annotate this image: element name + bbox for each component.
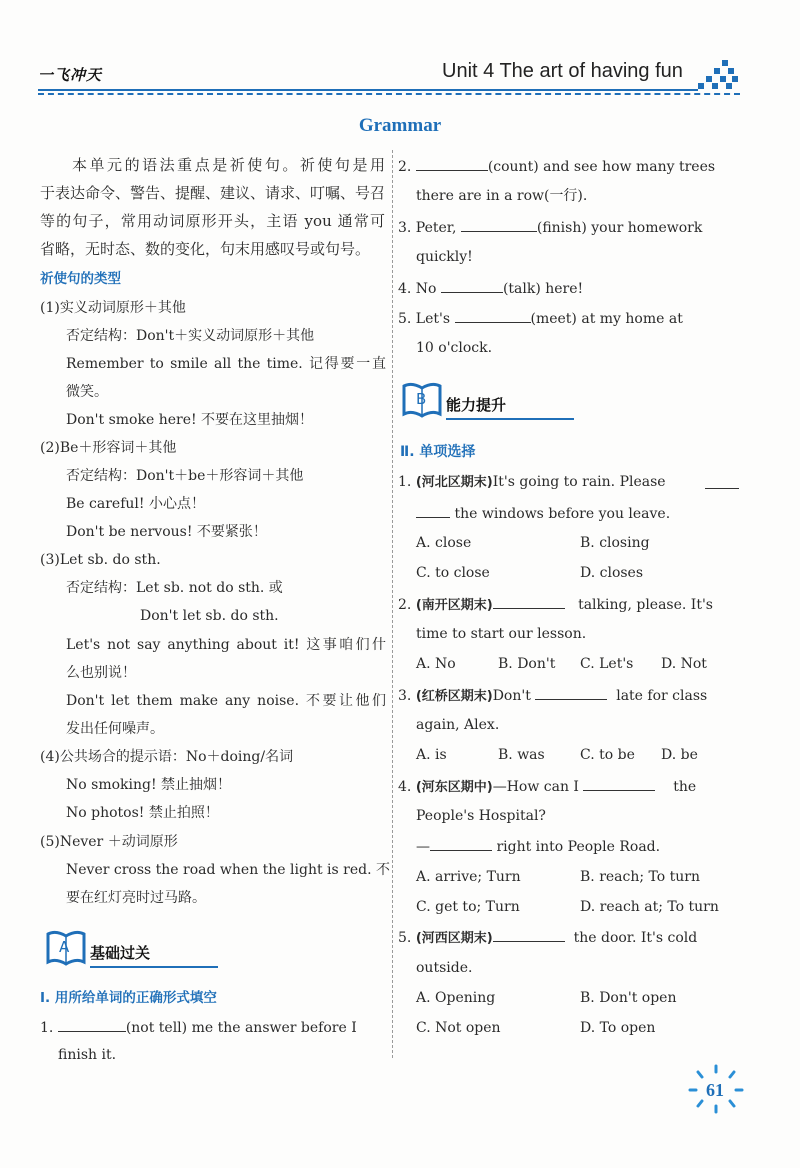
option-d[interactable]: D. reach at; To turn: [580, 899, 719, 915]
option-b[interactable]: B. closing: [580, 535, 650, 551]
question-number: 3.: [398, 688, 416, 704]
question-2: [398, 158, 741, 176]
header-rule: [38, 89, 698, 91]
option-a[interactable]: A. No: [416, 656, 456, 672]
answer-blank[interactable]: [535, 687, 607, 700]
section-badge-letter: B: [416, 390, 427, 408]
question-text: (finish) your homework: [536, 220, 703, 236]
section-title: 能力提升: [446, 396, 507, 414]
example-sentence: Remember to smile all the time. 记得要一直: [66, 356, 386, 372]
source-tag: (南开区期末): [415, 598, 493, 613]
question-text-cont: People's Hospital?: [416, 808, 546, 824]
question-text: late for class: [616, 688, 708, 704]
option-d[interactable]: D. be: [661, 747, 698, 763]
option-a[interactable]: A. arrive; Turn: [416, 869, 521, 885]
question-text-cont: quickly!: [416, 249, 473, 265]
question-3: [398, 219, 741, 237]
question-text-cont: again, Alex.: [416, 717, 500, 733]
answer-blank[interactable]: [430, 838, 492, 851]
question-text-cont: time to start our lesson.: [416, 626, 587, 642]
question-1: [40, 1019, 385, 1037]
example-sentence: 发出任何噪声。: [66, 721, 164, 737]
type-heading: (5)Never ＋动词原形: [40, 834, 178, 850]
question-number: 2.: [398, 597, 416, 613]
answer-blank[interactable]: [705, 476, 739, 489]
question-text: 5. Let's: [398, 311, 455, 327]
option-a[interactable]: A. is: [416, 747, 447, 763]
types-heading: 祈使句的类型: [40, 271, 121, 287]
type-heading: (3)Let sb. do sth.: [40, 552, 161, 568]
section-badge-letter: A: [59, 938, 70, 956]
example-sentence: Don't let them make any noise. 不要让他们: [66, 693, 386, 709]
page-number: 61: [706, 1080, 724, 1100]
example-sentence: Don't be nervous! 不要紧张！: [66, 524, 267, 540]
example-sentence: Never cross the road when the light is red. 不: [66, 862, 391, 878]
option-c[interactable]: C. get to; Turn: [416, 899, 520, 915]
example-sentence: 微笑。: [66, 384, 108, 400]
example-sentence: No photos! 禁止拍照！: [66, 805, 219, 821]
example-sentence: 么也别说！: [66, 665, 136, 681]
option-d[interactable]: D. closes: [580, 565, 644, 581]
mc-question-4: [398, 778, 741, 796]
question-text: right into People Road.: [496, 839, 661, 855]
question-text: (not tell) me the answer before I: [125, 1020, 357, 1036]
question-text: (count) and see how many trees: [487, 159, 716, 175]
question-text: It's going to rain. Please: [492, 474, 666, 490]
question-text-cont: outside.: [416, 960, 473, 976]
question-text: talking, please. It's: [578, 597, 713, 613]
question-text: the door. It's cold: [573, 930, 698, 946]
answer-blank[interactable]: [461, 219, 537, 232]
intro-line: 等的句子，常用动词原形开头，主语 you 通常可: [40, 212, 385, 230]
question-text-cont: there are in a row(一行).: [416, 188, 588, 204]
answer-blank[interactable]: [583, 778, 655, 791]
negative-structure: 否定结构：Don't＋实义动词原形＋其他: [66, 328, 315, 344]
question-text: (meet) at my home at: [530, 311, 683, 327]
question-number: 5.: [398, 930, 416, 946]
question-number: 1.: [40, 1020, 58, 1036]
checker-decoration-icon: [692, 56, 740, 90]
question-text: the: [673, 779, 697, 795]
question-text-cont: [416, 838, 741, 856]
option-c[interactable]: C. Not open: [416, 1020, 501, 1036]
negative-structure: 否定结构：Let sb. not do sth. 或: [66, 580, 283, 596]
example-sentence: 要在红灯亮时过马路。: [66, 890, 206, 906]
intro-line: 于表达命令、警告、提醒、建议、请求、叮嘱、号召: [40, 184, 386, 202]
question-text: 4. No: [398, 281, 441, 297]
option-b[interactable]: B. reach; To turn: [580, 869, 701, 885]
example-sentence: Don't smoke here! 不要在这里抽烟！: [66, 412, 314, 428]
question-text-cont: 10 o'clock.: [416, 340, 493, 356]
option-c[interactable]: C. to be: [580, 747, 635, 763]
mc-question-3: [398, 687, 741, 705]
option-b[interactable]: B. Don't open: [580, 990, 677, 1006]
mc-question-2: [398, 596, 741, 614]
question-number: 2.: [398, 159, 416, 175]
example-sentence: Let's not say anything about it! 这事咱们什: [66, 637, 386, 653]
option-c[interactable]: C. to close: [416, 565, 490, 581]
intro-line: 本单元的语法重点是祈使句。祈使句是用: [72, 156, 385, 174]
section-underline: [90, 966, 218, 968]
answer-blank[interactable]: [493, 596, 565, 609]
answer-blank[interactable]: [58, 1019, 126, 1032]
option-b[interactable]: B. Don't: [498, 656, 556, 672]
section-title: 基础过关: [90, 944, 151, 962]
source-tag: (河东区期中): [415, 780, 493, 795]
option-b[interactable]: B. was: [498, 747, 545, 763]
exercise-heading: Ⅱ. 单项选择: [400, 444, 476, 460]
answer-blank[interactable]: [441, 280, 503, 293]
exercise-heading: Ⅰ. 用所给单词的正确形式填空: [40, 990, 217, 1006]
question-text-cont: [416, 505, 741, 523]
question-5: [398, 310, 741, 328]
negative-structure: Don't let sb. do sth.: [140, 608, 279, 624]
mc-question-1: [398, 474, 741, 491]
answer-blank[interactable]: [455, 310, 531, 323]
question-4: [398, 280, 741, 298]
source-tag: (河西区期末): [415, 931, 493, 946]
example-sentence: No smoking! 禁止抽烟！: [66, 777, 232, 793]
example-sentence: Be careful! 小心点！: [66, 496, 205, 512]
page-title: Grammar: [358, 115, 442, 136]
type-heading: (4)公共场合的提示语：No＋doing/名词: [40, 749, 294, 765]
column-divider: [392, 150, 393, 1058]
option-c[interactable]: C. Let's: [580, 656, 634, 672]
option-d[interactable]: D. To open: [580, 1020, 656, 1036]
question-number: 1.: [398, 474, 416, 490]
answer-blank[interactable]: [493, 929, 565, 942]
mc-question-5: [398, 929, 741, 947]
brand-logo-text: 一飞冲天: [38, 66, 103, 84]
answer-blank[interactable]: [416, 158, 488, 171]
type-heading: (2)Be＋形容词＋其他: [40, 440, 177, 456]
negative-structure: 否定结构：Don't＋be＋形容词＋其他: [66, 468, 304, 484]
source-tag: (河北区期末): [415, 475, 493, 490]
unit-title: Unit 4 The art of having fun: [442, 60, 683, 82]
question-text: 3. Peter,: [398, 220, 461, 236]
question-number: 4.: [398, 779, 416, 795]
question-text: the windows before you leave.: [454, 506, 671, 522]
question-text: —: [416, 839, 430, 855]
type-heading: (1)实义动词原形＋其他: [40, 300, 186, 316]
answer-blank[interactable]: [416, 505, 450, 518]
intro-line: 省略，无时态、数的变化，句末用感叹号或句号。: [40, 240, 371, 258]
header-dashed-rule: [38, 93, 740, 95]
question-text: —How can I: [492, 779, 584, 795]
source-tag: (红桥区期末): [415, 689, 493, 704]
question-text-cont: finish it.: [58, 1047, 117, 1063]
option-a[interactable]: A. Opening: [416, 990, 496, 1006]
section-underline: [446, 418, 574, 420]
question-text: (talk) here!: [502, 281, 584, 297]
option-a[interactable]: A. close: [416, 535, 472, 551]
option-d[interactable]: D. Not: [661, 656, 707, 672]
question-text: Don't: [492, 688, 536, 704]
